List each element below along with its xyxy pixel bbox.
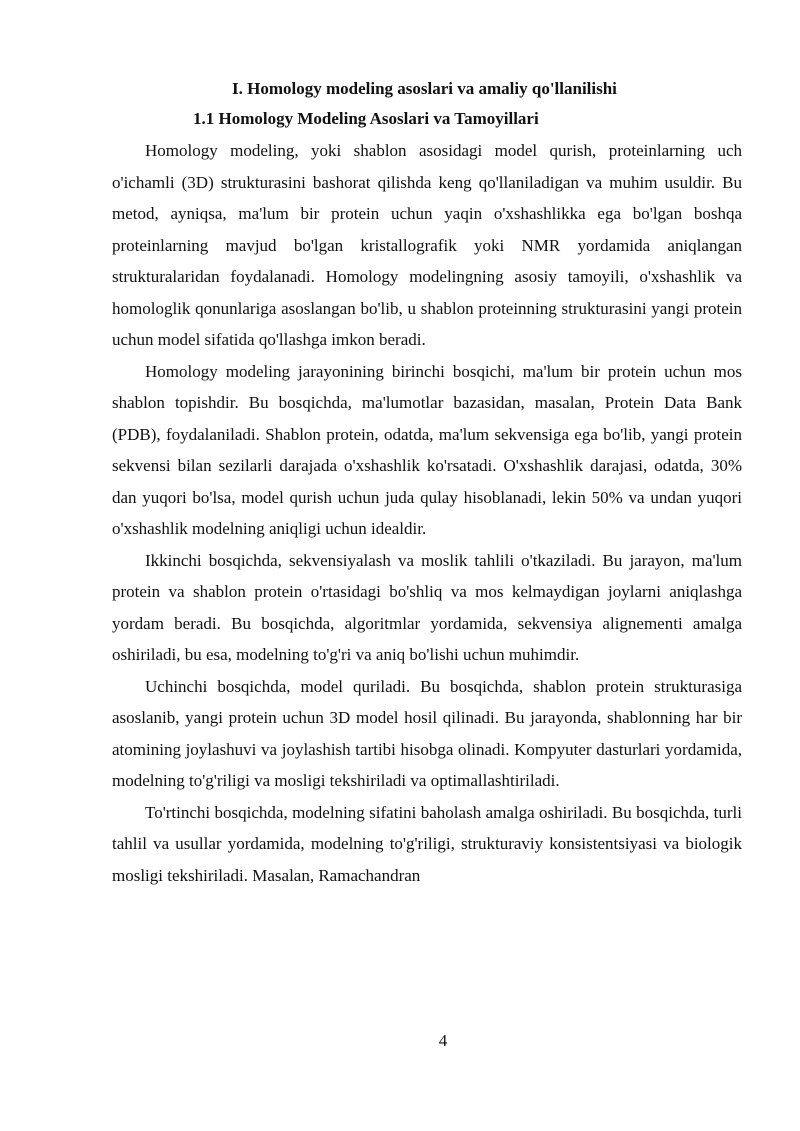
chapter-heading: I. Homology modeling asoslari va amaliy qo'llanilishi [232,79,617,98]
page-number: 4 [438,1031,448,1050]
paragraph-5: To'rtinchi bosqichda, modelning sifatini baholash amalga oshiriladi. Bu bosqichda, turli tahlil va usullar yordamida, modelning to'g'riligi, strukturaviy konsistentsiyasi va biologik mosligi tekshiriladi. Masalan, Ramachandran [112,802,742,885]
paragraph-3: Ikkinchi bosqichda, sekvensiyalash va moslik tahlili o'tkaziladi. Bu jarayon, ma'lum protein va shablon protein o'rtasidagi bo'shliq va mos kelmaydigan joylarni aniqlashga yordam beradi. Bu bosqichda, algoritmlar yordamida, sekvensiya alignementi amalga oshiriladi, bu esa, modelning to'g'ri va aniq bo'lishi uchun muhimdir. [112,550,742,664]
paragraph-4: Uchinchi bosqichda, model quriladi. Bu bosqichda, shablon protein strukturasiga asoslanib, yangi protein uchun 3D model hosil qilinadi. Bu jarayonda, shablonning har bir atomining joylashuvi va joylashish tartibi hisobga olinadi. Kompyuter dasturlari yordamida, modelning to'g'riligi va mosligi tekshiriladi va optimallashtiriladi. [112,676,742,790]
section-heading: 1.1 Homology Modeling Asoslari va Tamoyillari [193,109,539,128]
page-content [112,76,742,891]
paragraph-2: Homology modeling jarayonining birinchi bosqichi, ma'lum bir protein uchun mos shablon topishdir. Bu bosqichda, ma'lumotlar bazasidan, masalan, Protein Data Bank (PDB), foydalaniladi. Shablon protein, odatda, ma'lum sekvensiga ega bo'lib, yangi protein sekvensi bilan sezilarli darajada o'xshashlik ko'rsatadi. O'xshashlik darajasi, odatda, 30% dan yuqori bo'lsa, model qurish uchun juda qulay hisoblanadi, lekin 50% va undan yuqori o'xshashlik modelning aniqligi uchun idealdir. [112,361,742,538]
paragraph-1: Homology modeling, yoki shablon asosidagi model qurish, proteinlarning uch o'ichamli (3D) strukturasini bashorat qilishda keng qo'llaniladigan va muhim usuldir. Bu metod, ayniqsa, ma'lum bir protein uchun yaqin o'xshashlikka ega bo'lgan boshqa proteinlarning mavjud bo'lgan kristallografik yoki NMR yordamida aniqlangan strukturalaridan foydalanadi. Homology modelingning asosiy tamoyili, o'xshashlik va homologlik qonunlariga asoslangan bo'lib, u shablon proteinning strukturasini yangi protein uchun model sifatida qo'llashga imkon beradi. [112,141,742,349]
